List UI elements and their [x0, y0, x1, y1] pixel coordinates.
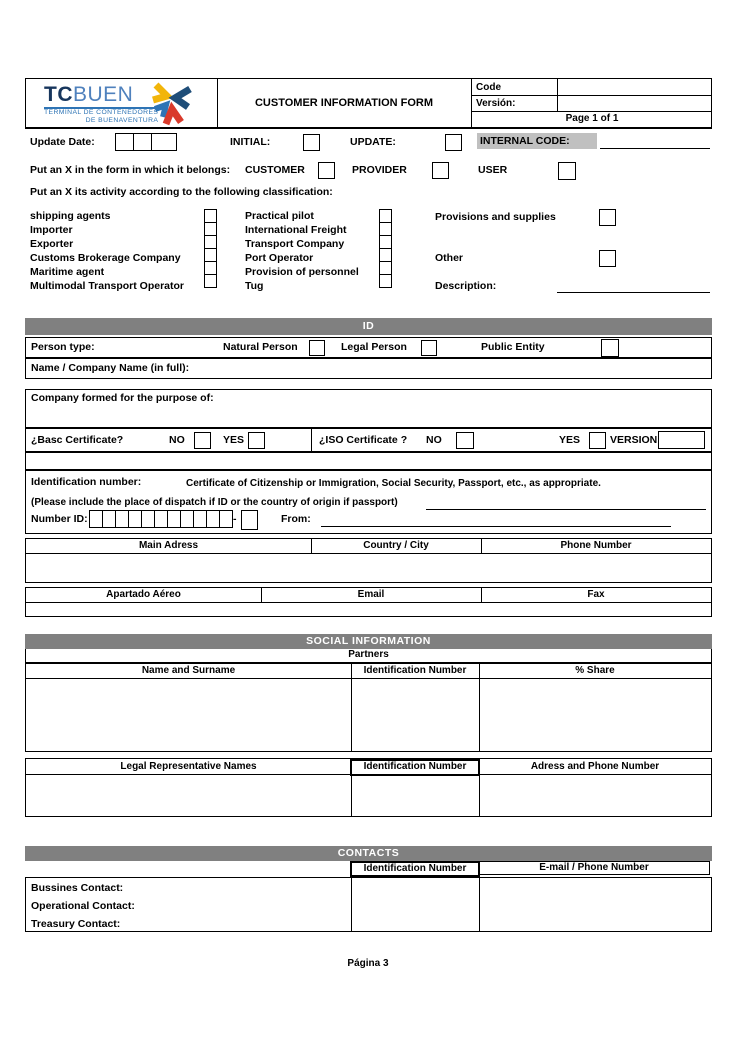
logo-text-buen: BUEN	[73, 83, 134, 106]
checkbox-initial[interactable]	[303, 134, 320, 151]
checkbox-iso-yes[interactable]	[589, 432, 606, 449]
legal-id-number-header: Identification Number	[350, 759, 480, 776]
activity-col1-item: Multimodal Transport Operator	[30, 280, 185, 292]
version-label: Versión:	[476, 98, 516, 109]
checkbox-provision-personnel[interactable]	[379, 261, 392, 275]
id-digit-cell[interactable]	[219, 510, 233, 528]
purpose-box[interactable]	[25, 389, 712, 428]
code-label: Code	[476, 82, 501, 93]
activity-col1-item: Importer	[30, 224, 73, 236]
contacts-table	[25, 877, 712, 932]
phone-number-header: Phone Number	[560, 540, 632, 551]
from-field[interactable]	[321, 511, 671, 527]
iso-no-label: NO	[426, 434, 442, 446]
person-type-label: Person type:	[31, 341, 95, 353]
checkbox-customer[interactable]	[318, 162, 335, 179]
customer-option-label: CUSTOMER	[245, 164, 305, 176]
internal-code-field[interactable]	[600, 134, 710, 149]
id-digit-cell[interactable]	[115, 510, 129, 528]
version-field[interactable]	[658, 431, 705, 449]
partners-row	[25, 649, 712, 663]
other-label: Other	[435, 252, 464, 264]
activity-col1-item: Exporter	[30, 238, 74, 250]
checkbox-importer[interactable]	[204, 222, 217, 236]
purpose-label: Company formed for the purpose of:	[31, 392, 214, 404]
checkbox-transport-company[interactable]	[379, 235, 392, 249]
belongs-label: Put an X in the form in which it belongs:	[30, 164, 231, 176]
iso-yes-label: YES	[559, 434, 581, 446]
mail-table-body[interactable]	[26, 602, 711, 616]
activity-col2-item: Tug	[245, 280, 264, 292]
checkbox-maritime-agent[interactable]	[204, 261, 217, 275]
id-check-digit-cell[interactable]	[241, 510, 258, 530]
basc-no-label: NO	[169, 434, 185, 446]
logo-cell	[26, 79, 218, 127]
legal-person-label: Legal Person	[341, 341, 407, 353]
partners-label: Partners	[348, 649, 389, 660]
share-header: % Share	[575, 665, 615, 676]
logo-text-tc: TC	[44, 83, 73, 106]
user-option-label: USER	[478, 164, 508, 176]
id-dash: -	[233, 513, 237, 525]
description-label: Description:	[435, 280, 497, 292]
legal-representative-header: Legal Representative Names	[120, 761, 257, 772]
description-field[interactable]	[557, 279, 710, 293]
update-date-label: Update Date:	[30, 136, 95, 148]
code-value-field[interactable]	[558, 79, 712, 95]
contacts-id-body[interactable]	[352, 878, 479, 931]
country-city-header: Country / City	[363, 540, 429, 551]
apartado-aereo-header: Apartado Aéreo	[106, 589, 181, 600]
activity-col1-item: shipping agents	[30, 210, 111, 222]
certificates-row	[25, 428, 712, 452]
activity-col1-checkbox-stack[interactable]	[204, 209, 217, 288]
activity-col2-item: Port Operator	[245, 252, 314, 264]
identification-desc: Certificate of Citizenship or Immigration, Social Security, Passport, etc., as appropriate.	[186, 478, 601, 489]
name-surname-header: Name and Surname	[141, 665, 236, 676]
checkbox-international-freight[interactable]	[379, 222, 392, 236]
legal-address-phone-header: Adress and Phone Number	[530, 761, 660, 772]
id-digit-cell[interactable]	[154, 510, 168, 528]
version-label: VERSION	[610, 434, 658, 446]
id-digit-cell[interactable]	[193, 510, 207, 528]
name-row[interactable]	[25, 358, 712, 379]
code-version-table	[471, 79, 712, 127]
partners-table-body[interactable]	[26, 678, 711, 751]
checkbox-provisions[interactable]	[599, 209, 616, 226]
from-label: From:	[281, 513, 311, 525]
activity-col2-item: Transport Company	[245, 238, 345, 250]
checkbox-user[interactable]	[558, 162, 576, 180]
basc-yes-label: YES	[223, 434, 245, 446]
activity-col2-item: Practical pilot	[245, 210, 314, 222]
main-address-header: Main Adress	[138, 540, 199, 551]
identification-note: (Please include the place of dispatch if ID or the country of origin if passport)	[31, 497, 398, 508]
number-id-grid[interactable]	[89, 510, 233, 528]
basc-certificate-label: ¿Basc Certificate?	[31, 434, 124, 446]
update-date-grid[interactable]	[115, 133, 177, 151]
checkbox-update[interactable]	[445, 134, 462, 151]
social-information-header: SOCIAL INFORMATION	[25, 634, 712, 649]
fax-header: Fax	[587, 589, 605, 600]
id-digit-cell[interactable]	[102, 510, 116, 528]
id-digit-cell[interactable]	[206, 510, 220, 528]
tcbuen-star-icon	[148, 80, 194, 126]
person-type-row	[25, 337, 712, 358]
internal-code-label: INTERNAL CODE:	[480, 135, 570, 147]
business-contact-label: Bussines Contact:	[31, 882, 124, 894]
address-table	[25, 538, 712, 583]
id-digit-cell[interactable]	[141, 510, 155, 528]
name-company-label: Name / Company Name (in full):	[31, 362, 190, 374]
id-digit-cell[interactable]	[167, 510, 181, 528]
divider	[311, 429, 312, 451]
checkbox-public-entity[interactable]	[601, 339, 619, 357]
checkbox-basc-yes[interactable]	[248, 432, 265, 449]
initial-label: INITIAL:	[230, 136, 271, 148]
checkbox-provider[interactable]	[432, 162, 449, 179]
activity-col2-item: International Freight	[245, 224, 347, 236]
contacts-header-row	[25, 861, 712, 877]
update-label: UPDATE:	[350, 136, 396, 148]
legal-table-body[interactable]	[26, 774, 711, 816]
checkbox-basc-no[interactable]	[194, 432, 211, 449]
id-digit-cell[interactable]	[128, 510, 142, 528]
checkbox-port-operator[interactable]	[379, 248, 392, 262]
contacts-email-phone-header: E-mail / Phone Number	[478, 861, 710, 875]
address-table-body[interactable]	[26, 553, 711, 581]
footer-page-number: Página 3	[347, 958, 389, 969]
page-count-label: Page 1 of 1	[565, 113, 619, 124]
contacts-email-body[interactable]	[480, 878, 711, 931]
id-digit-cell[interactable]	[89, 510, 103, 528]
checkbox-other[interactable]	[599, 250, 616, 267]
dispatch-place-field[interactable]	[426, 495, 706, 510]
identification-box	[25, 470, 712, 534]
partners-table	[25, 663, 712, 752]
contacts-header: CONTACTS	[25, 846, 712, 861]
tcbuen-logo	[44, 83, 158, 125]
activity-col2-checkbox-stack[interactable]	[379, 209, 392, 288]
checkbox-tug[interactable]	[379, 274, 392, 288]
activity-label: Put an X its activity according to the following classification:	[30, 186, 333, 198]
activity-col1-item: Maritime agent	[30, 266, 105, 278]
date-cell[interactable]	[133, 133, 152, 151]
logo-subtitle-2: DE BUENAVENTURA	[85, 117, 159, 124]
number-id-label: Number ID:	[31, 513, 88, 525]
operational-contact-label: Operational Contact:	[31, 900, 135, 912]
natural-person-label: Natural Person	[223, 341, 298, 353]
logo-subtitle-1: TERMINAL DE CONTENEDORES	[44, 109, 159, 116]
activity-col2-item: Provision of personnel	[245, 266, 359, 278]
identification-number-header: Identification Number	[363, 665, 467, 676]
checkbox-multimodal-operator[interactable]	[204, 274, 217, 288]
date-cell[interactable]	[151, 133, 177, 151]
email-header: Email	[357, 589, 385, 600]
activity-col1-item: Customs Brokerage Company	[30, 252, 181, 264]
header	[25, 78, 712, 129]
identification-number-label: Identification number:	[31, 476, 142, 488]
checkbox-shipping-agents[interactable]	[204, 209, 217, 223]
iso-certificate-label: ¿ISO Certificate ?	[319, 434, 408, 446]
contacts-id-number-header: Identification Number	[350, 861, 480, 877]
checkbox-practical-pilot[interactable]	[379, 209, 392, 223]
checkbox-exporter[interactable]	[204, 235, 217, 249]
checkbox-natural-person[interactable]	[309, 340, 325, 356]
form-title: CUSTOMER INFORMATION FORM	[254, 97, 434, 109]
version-value-field[interactable]	[558, 95, 712, 111]
checkbox-iso-no[interactable]	[456, 432, 474, 449]
id-digit-cell[interactable]	[180, 510, 194, 528]
id-section-header: ID	[25, 318, 712, 335]
empty-row[interactable]	[25, 452, 712, 470]
provider-option-label: PROVIDER	[352, 164, 407, 176]
treasury-contact-label: Treasury Contact:	[31, 918, 121, 930]
date-cell[interactable]	[115, 133, 134, 151]
internal-code-strip	[477, 133, 597, 149]
checkbox-customs-brokerage[interactable]	[204, 248, 217, 262]
legal-representative-table	[25, 758, 712, 817]
checkbox-legal-person[interactable]	[421, 340, 437, 356]
provisions-label: Provisions and supplies	[435, 211, 556, 223]
mail-table	[25, 587, 712, 617]
public-entity-label: Public Entity	[481, 341, 545, 353]
